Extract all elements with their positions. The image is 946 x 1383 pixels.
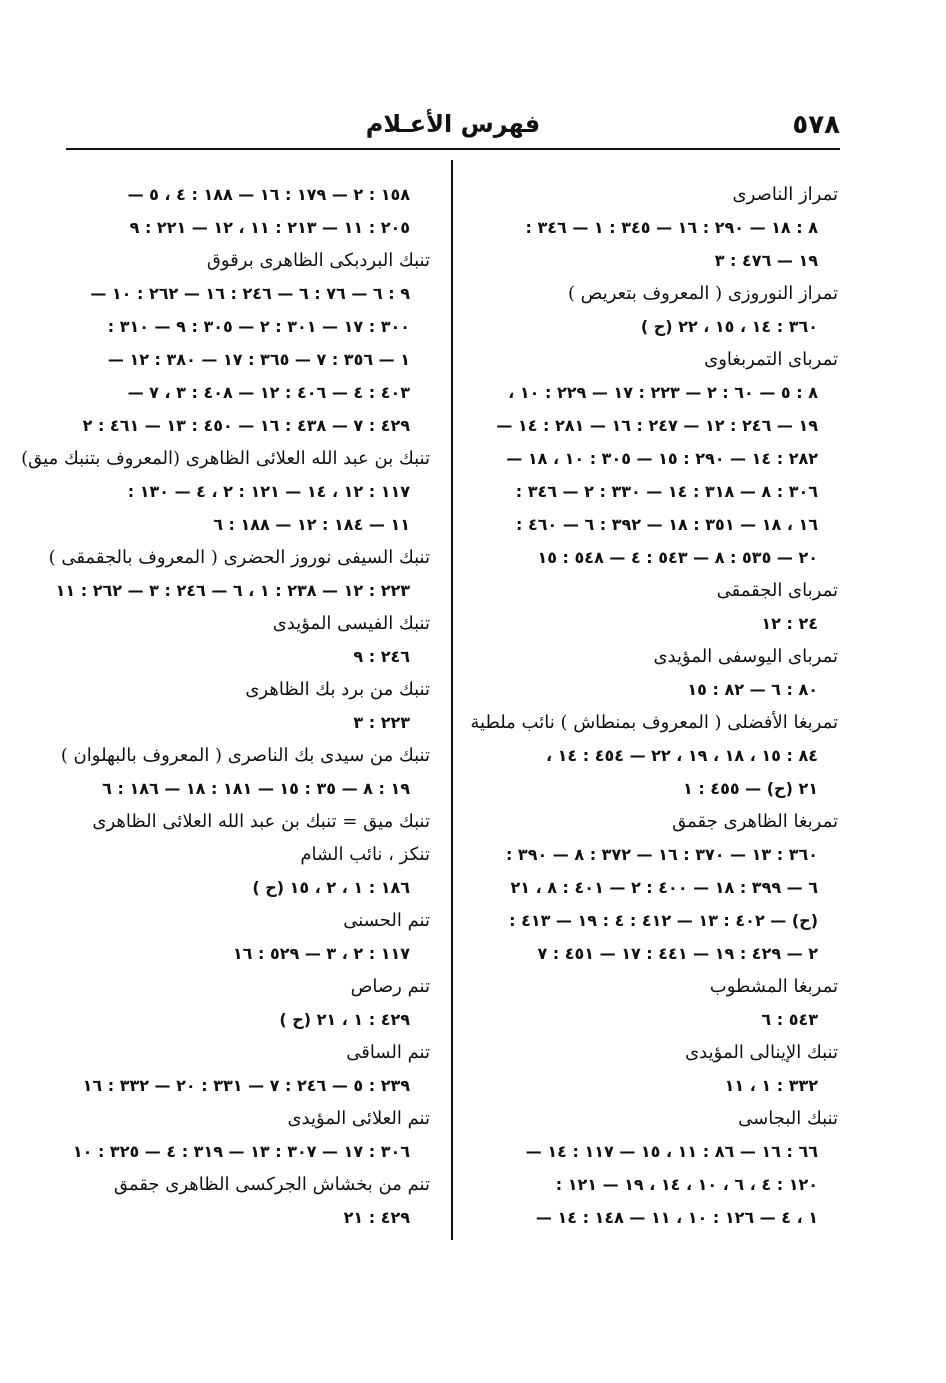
left-column bbox=[21, 178, 430, 1234]
index-entry-refs: ٢٠ — ٥٣٥ : ٨ — ٥٤٣ : ٤ — ٥٤٨ : ١٥ bbox=[537, 548, 818, 567]
index-entry-name: تنبك من سيدى بك الناصرى ( المعروف بالبهلوان ) bbox=[60, 745, 430, 766]
index-entry-refs: ٣٠٠ : ١٧ — ٣٠١ : ٢ — ٣٠٥ : ٩ — ٣١٠ : bbox=[107, 317, 410, 336]
index-entry-refs: ٦٦ : ١٦ — ٨٦ : ١١ ، ١٥ — ١١٧ : ١٤ — bbox=[525, 1142, 818, 1161]
index-entry-refs: ٤٠٣ : ٤ — ٤٠٦ : ١٢ — ٤٠٨ : ٣ ، ٧ — bbox=[127, 383, 410, 402]
index-entry-name: تمربغا الأفضلى ( المعروف بمنطاش ) نائب ملطية bbox=[470, 712, 838, 733]
index-entry-refs: ٤٢٩ : ١ ، ٢١ (ح ) bbox=[279, 1010, 410, 1029]
page-title: فهرس الأعـلام bbox=[365, 110, 541, 138]
index-entry-name: تمرباى التمربغاوى bbox=[704, 349, 838, 370]
index-entry-refs: ٣٠٦ : ٨ — ٣١٨ : ١٤ — ٣٣٠ : ٢ — ٣٤٦ : bbox=[515, 482, 818, 501]
index-entry-refs: ٢٠٥ : ١١ — ٢١٣ : ١١ ، ١٢ — ٢٢١ : ٩ bbox=[129, 218, 410, 237]
index-entry-refs: ٣٠٦ : ١٧ — ٣٠٧ : ١٣ — ٣١٩ : ٤ — ٣٢٥ : ١٠ bbox=[72, 1142, 410, 1161]
page-number: ٥٧٨ bbox=[792, 110, 840, 140]
index-entry-refs: ٤٢٩ : ٧ — ٤٣٨ : ١٦ — ٤٥٠ : ١٣ — ٤٦١ : ٢ bbox=[82, 416, 410, 435]
index-entry-refs: ٥٤٣ : ٦ bbox=[761, 1010, 818, 1029]
index-entry-name: تنم الساقى bbox=[346, 1042, 430, 1063]
header-rule bbox=[66, 148, 840, 150]
index-entry-refs: ١ — ٣٥٦ : ٧ — ٣٦٥ : ١٧ — ٣٨٠ : ١٢ — bbox=[107, 350, 410, 369]
index-entry-name: تنبك الإينالى المؤيدى bbox=[685, 1042, 838, 1063]
index-entry-refs: ١٩ : ٨ — ٣٥ : ١٥ — ١٨١ : ١٨ — ١٨٦ : ٦ bbox=[102, 779, 410, 798]
index-entry-refs: ٢ — ٤٢٩ : ١٩ — ٤٤١ : ١٧ — ٤٥١ : ٧ bbox=[537, 944, 818, 963]
index-entry-refs: ١٩ — ٢٤٦ : ١٢ — ٢٤٧ : ١٦ — ٢٨١ : ١٤ — bbox=[496, 416, 818, 435]
index-entry-refs: ١١ — ١٨٤ : ١٢ — ١٨٨ : ٦ bbox=[213, 515, 410, 534]
index-entry-refs: ٢٣٩ : ٥ — ٢٤٦ : ٧ — ٣٣١ : ٢٠ — ٣٣٢ : ١٦ bbox=[82, 1076, 410, 1095]
index-entry-name: تنم رصاص bbox=[350, 976, 430, 997]
index-entry-refs: ٢٨٢ : ١٤ — ٢٩٠ : ١٥ — ٣٠٥ : ١٠ ، ١٨ — bbox=[506, 449, 818, 468]
index-entry-refs: ٢٤٦ : ٩ bbox=[353, 647, 410, 666]
index-entry-refs: (ح) — ٤٠٢ : ١٣ — ٤١٢ : ٤ : ١٩ — ٤١٣ : bbox=[509, 911, 818, 930]
index-entry-name: تنم الحسنى bbox=[343, 910, 430, 931]
index-entry-refs: ٤٢٩ : ٢١ bbox=[343, 1208, 410, 1227]
index-entry-refs: ٢٤ : ١٢ bbox=[761, 614, 818, 633]
index-entry-name: تمراز الناصرى bbox=[732, 184, 838, 205]
right-column bbox=[470, 178, 838, 1234]
index-entry-refs: ١١٧ : ٢ ، ٣ — ٥٢٩ : ١٦ bbox=[232, 944, 410, 963]
index-entry-refs: ٨ : ٥ — ٦٠ : ٢ — ٢٢٣ : ١٧ — ٢٢٩ : ١٠ ، bbox=[508, 383, 818, 402]
index-entry-refs: ١١٧ : ١٢ ، ١٤ — ١٢١ : ٢ ، ٤ — ١٣٠ : bbox=[127, 482, 410, 501]
index-entry-name: تمرباى الجقمقى bbox=[716, 580, 838, 601]
index-entry-name: تنبك السيفى نوروز الحضرى ( المعروف بالجقمقى ) bbox=[48, 547, 430, 568]
index-entry-name: تنم من بخشاش الجركسى الظاهرى جقمق bbox=[113, 1174, 430, 1195]
index-entry-name: تنبك بن عبد الله العلائى الظاهرى (المعروف بتنبك ميق) bbox=[21, 448, 430, 469]
page-header bbox=[66, 108, 840, 148]
index-entry-refs: ١٨٦ : ١ ، ٢ ، ١٥ (ح ) bbox=[252, 878, 410, 897]
index-entry-name: تنبك الفيسى المؤيدى bbox=[272, 613, 430, 634]
index-entry-name: تمراز النوروزى ( المعروف بتعريص ) bbox=[567, 283, 838, 304]
index-entry-refs: ١٥٨ : ٢ — ١٧٩ : ١٦ — ١٨٨ : ٤ ، ٥ — bbox=[127, 185, 410, 204]
index-entry-refs: ٨٠ : ٦ — ٨٢ : ١٥ bbox=[687, 680, 818, 699]
index-entry-refs: ٣٦٠ : ١٤ ، ١٥ ، ٢٢ (ح ) bbox=[640, 317, 818, 336]
index-entry-name: تنبك من برد بك الظاهرى bbox=[245, 679, 430, 700]
index-entry-name: تنبك البردبكى الظاهرى برقوق bbox=[206, 250, 430, 271]
column-divider bbox=[451, 160, 453, 1240]
index-entry-refs: ٨٤ : ١٥ ، ١٨ ، ١٩ ، ٢٢ — ٤٥٤ : ١٤ ، bbox=[545, 746, 818, 765]
index-entry-name: تمرباى اليوسفى المؤيدى bbox=[653, 646, 838, 667]
index-entry-name: تمربغا الظاهرى جقمق bbox=[672, 811, 838, 832]
index-entry-refs: ١٩ — ٤٧٦ : ٣ bbox=[714, 251, 818, 270]
index-entry-refs: ٣٦٠ : ١٣ — ٣٧٠ : ١٦ — ٣٧٢ : ٨ — ٣٩٠ : bbox=[505, 845, 818, 864]
index-entry-name: تنم العلائى المؤيدى bbox=[287, 1108, 430, 1129]
index-entry-refs: ٣٣٢ : ١ ، ١١ bbox=[724, 1076, 818, 1095]
index-entry-refs: ٨ : ١٨ — ٢٩٠ : ١٦ — ٣٤٥ : ١ — ٣٤٦ : bbox=[525, 218, 818, 237]
index-entry-refs: ٢٢٣ : ١٢ — ٢٣٨ : ١ ، ٦ — ٢٤٦ : ٣ — ٢٦٢ : ١١ bbox=[55, 581, 410, 600]
index-entry-name: تنبك ميق = تنبك بن عبد الله العلائى الظاهرى bbox=[92, 811, 430, 832]
index-entry-refs: ٦ — ٣٩٩ : ١٨ — ٤٠٠ : ٢ — ٤٠١ : ٨ ، ٢١ bbox=[510, 878, 818, 897]
index-entry-refs: ١٦ ، ١٨ — ٣٥١ : ١٨ — ٣٩٢ : ٦ — ٤٦٠ : bbox=[516, 515, 818, 534]
index-entry-name: تنكز ، نائب الشام bbox=[300, 844, 430, 865]
index-entry-refs: ١٢٠ : ٤ ، ٦ ، ١٠ ، ١٤ ، ١٩ — ١٢١ : bbox=[555, 1175, 818, 1194]
index-entry-refs: ٢٢٣ : ٣ bbox=[353, 713, 410, 732]
index-entry-name: تمربغا المشطوب bbox=[709, 976, 838, 997]
index-entry-refs: ١ ، ٤ — ١٢٦ : ١٠ ، ١١ — ١٤٨ : ١٤ — bbox=[535, 1208, 818, 1227]
index-entry-refs: ٩ : ٦ — ٧٦ : ٦ — ٢٤٦ : ١٦ — ٢٦٢ : ١٠ — bbox=[90, 284, 410, 303]
index-entry-refs: ٢١ (ح) — ٤٥٥ : ١ bbox=[682, 779, 818, 798]
index-entry-name: تنبك البجاسى bbox=[738, 1108, 838, 1129]
